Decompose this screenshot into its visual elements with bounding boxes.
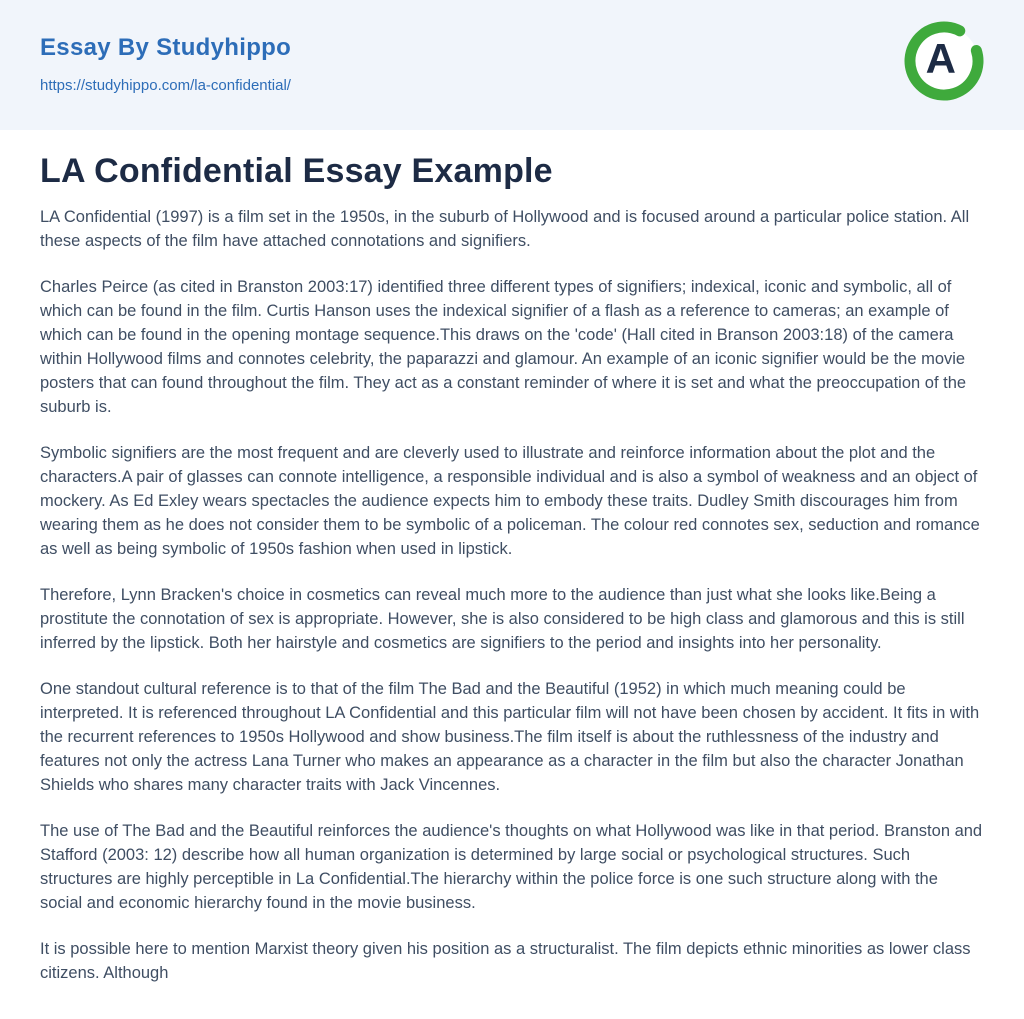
site-title: Essay By Studyhippo — [40, 34, 292, 61]
essay-paragraph-3: Symbolic signifiers are the most frequent and are cleverly used to illustrate and reinforce information about the plot and the characters.A pair of glasses can connote intelligence, a responsible individual and is also a symbol of weakness and an object of mockery. As Ed Exley wears spectacles the audience expects him to embody these traits. Dudley Smith discourages him from wearing them as he does not consider them to be symbolic of a policeman. The colour red connotes sex, seduction and romance as well as being symbolic of 1950s fashion when used in lipstick. — [40, 444, 980, 558]
essay-paragraph-1: LA Confidential (1997) is a film set in the 1950s, in the suburb of Hollywood and is focused around a particular police station. All these aspects of the film have attached connotations and signifiers. — [40, 208, 970, 250]
page-header — [0, 0, 1024, 130]
essay-paragraph-7: It is possible here to mention Marxist theory given his position as a structuralist. The film depicts ethnic minorities as lower class citizens. Although — [40, 940, 971, 982]
essay-article — [0, 130, 1024, 985]
studyhippo-logo[interactable] — [904, 21, 984, 101]
essay-paragraph-2: Charles Peirce (as cited in Branston 2003:17) identified three different types of signifiers; indexical, iconic and symbolic, all of which can be found in the film. Curtis Hanson uses the indexical signifier of a flash as a reference to cameras; an example of which can be found in the opening montage sequence.This draws on the 'code' (Hall cited in Branson 2003:18) of the camera within Hollywood films and connotes celebrity, the paparazzi and glamour. An example of an iconic signifier would be the movie posters that can found throughout the film. They act as a constant reminder of where it is set and what the preoccupation of the suburb is. — [40, 278, 967, 416]
essay-paragraph-6: The use of The Bad and the Beautiful reinforces the audience's thoughts on what Hollywood was like in that period. Branston and Stafford (2003: 12) describe how all human organization is determined by large social or psychological structures. Such structures are highly perceptible in La Confidential.The hierarchy within the police force is one such structure along with the social and economic hierarchy found in the movie business. — [40, 822, 983, 912]
logo-letter: A — [925, 35, 956, 83]
source-url-link[interactable]: https://studyhippo.com/la-confidential/ — [40, 77, 291, 94]
essay-title: LA Confidential Essay Example — [40, 152, 553, 190]
header-text-block — [40, 34, 291, 95]
essay-paragraph-4: Therefore, Lynn Bracken's choice in cosmetics can reveal much more to the audience than just what she looks like.Being a prostitute the connotation of sex is appropriate. However, she is also considered to be high class and glamorous and this is still inferred by the lipstick. Both her hairstyle and cosmetics are signifiers to the period and insights into her personality. — [40, 586, 965, 652]
essay-paragraph-5: One standout cultural reference is to that of the film The Bad and the Beautiful (1952) in which much meaning could be interpreted. It is referenced throughout LA Confidential and this particular film will not have been chosen by accident. It fits in with the recurrent references to 1950s Hollywood and show business.The film itself is about the ruthlessness of the industry and features not only the actress Lana Turner who makes an appearance as a character in the film but also the character Jonathan Shields who shares many character traits with Jack Vincennes. — [40, 680, 980, 794]
